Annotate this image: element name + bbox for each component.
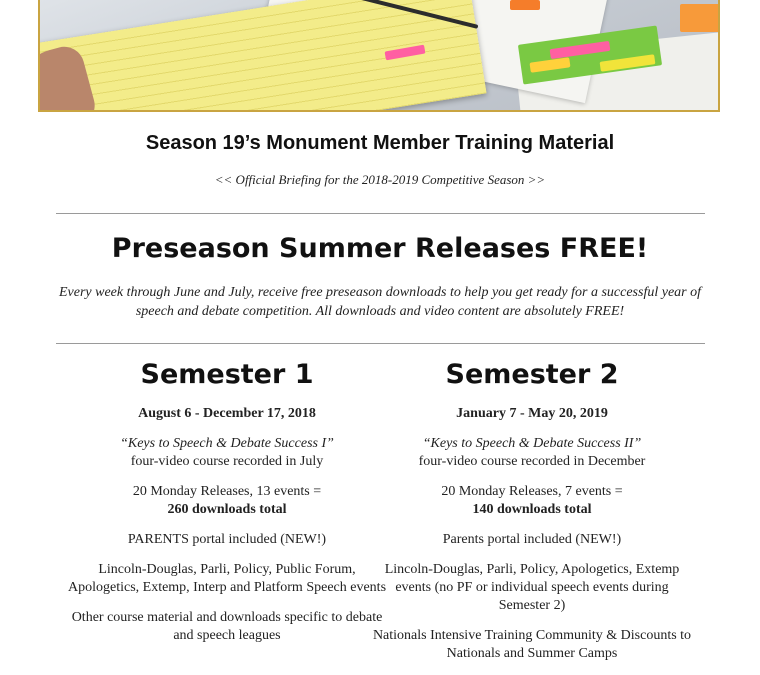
extra-info: Other course material and downloads specific to debate and speech leagues [71,610,383,643]
portal-info: PARENTS portal included (NEW!) [127,532,327,547]
semester-column [67,355,387,645]
extra-info: Nationals Intensive Training Community & Discounts to Nationals and Summer Camps [372,628,692,661]
course-info [372,435,692,471]
download-total: 260 downloads total [167,502,287,517]
download-total: 140 downloads total [472,502,592,517]
divider [56,213,705,214]
course-info [67,435,387,471]
page-title: Season 19’s Monument Member Training Material [145,132,615,154]
release-info [372,483,692,519]
page-subtitle: << Official Briefing for the 2018-2019 Competitive Season >> [214,172,546,187]
semester-dates: August 6 - December 17, 2018 [138,406,316,421]
course-title: “Keys to Speech & Debate Success I” [120,436,334,451]
semester-dates: January 7 - May 20, 2019 [456,406,608,421]
photo-sticky-note [680,4,720,32]
release-count: 20 Monday Releases, 13 events = [132,484,322,499]
section-headline: Preseason Summer Releases FREE! [111,233,649,264]
photo-legal-pad [38,0,487,112]
portal-info: Parents portal included (NEW!) [442,532,622,547]
divider [56,343,705,344]
course-description: four-video course recorded in July [130,454,324,469]
course-description: four-video course recorded in December [418,454,646,469]
semester-heading: Semester 2 [445,359,619,390]
course-title: “Keys to Speech & Debate Success II” [422,436,642,451]
event-list: Lincoln-Douglas, Parli, Policy, Apologetics, Extemp events (no PF or individual speech events during Semester 2) [384,562,680,613]
release-count: 20 Monday Releases, 7 events = [441,484,623,499]
event-list: Lincoln-Douglas, Parli, Policy, Public Forum, Apologetics, Extemp, Interp and Platform Speech events [67,562,387,595]
semester-heading: Semester 1 [140,359,314,390]
release-info [67,483,387,519]
photo-sticky-note [510,0,540,10]
semester-column [372,355,692,663]
intro-paragraph: Every week through June and July, receive free preseason downloads to help you get ready for a successful year of speech and debate competition. All downloads and video content are absolutely FREE! [58,285,701,319]
hero-photo [38,0,720,112]
